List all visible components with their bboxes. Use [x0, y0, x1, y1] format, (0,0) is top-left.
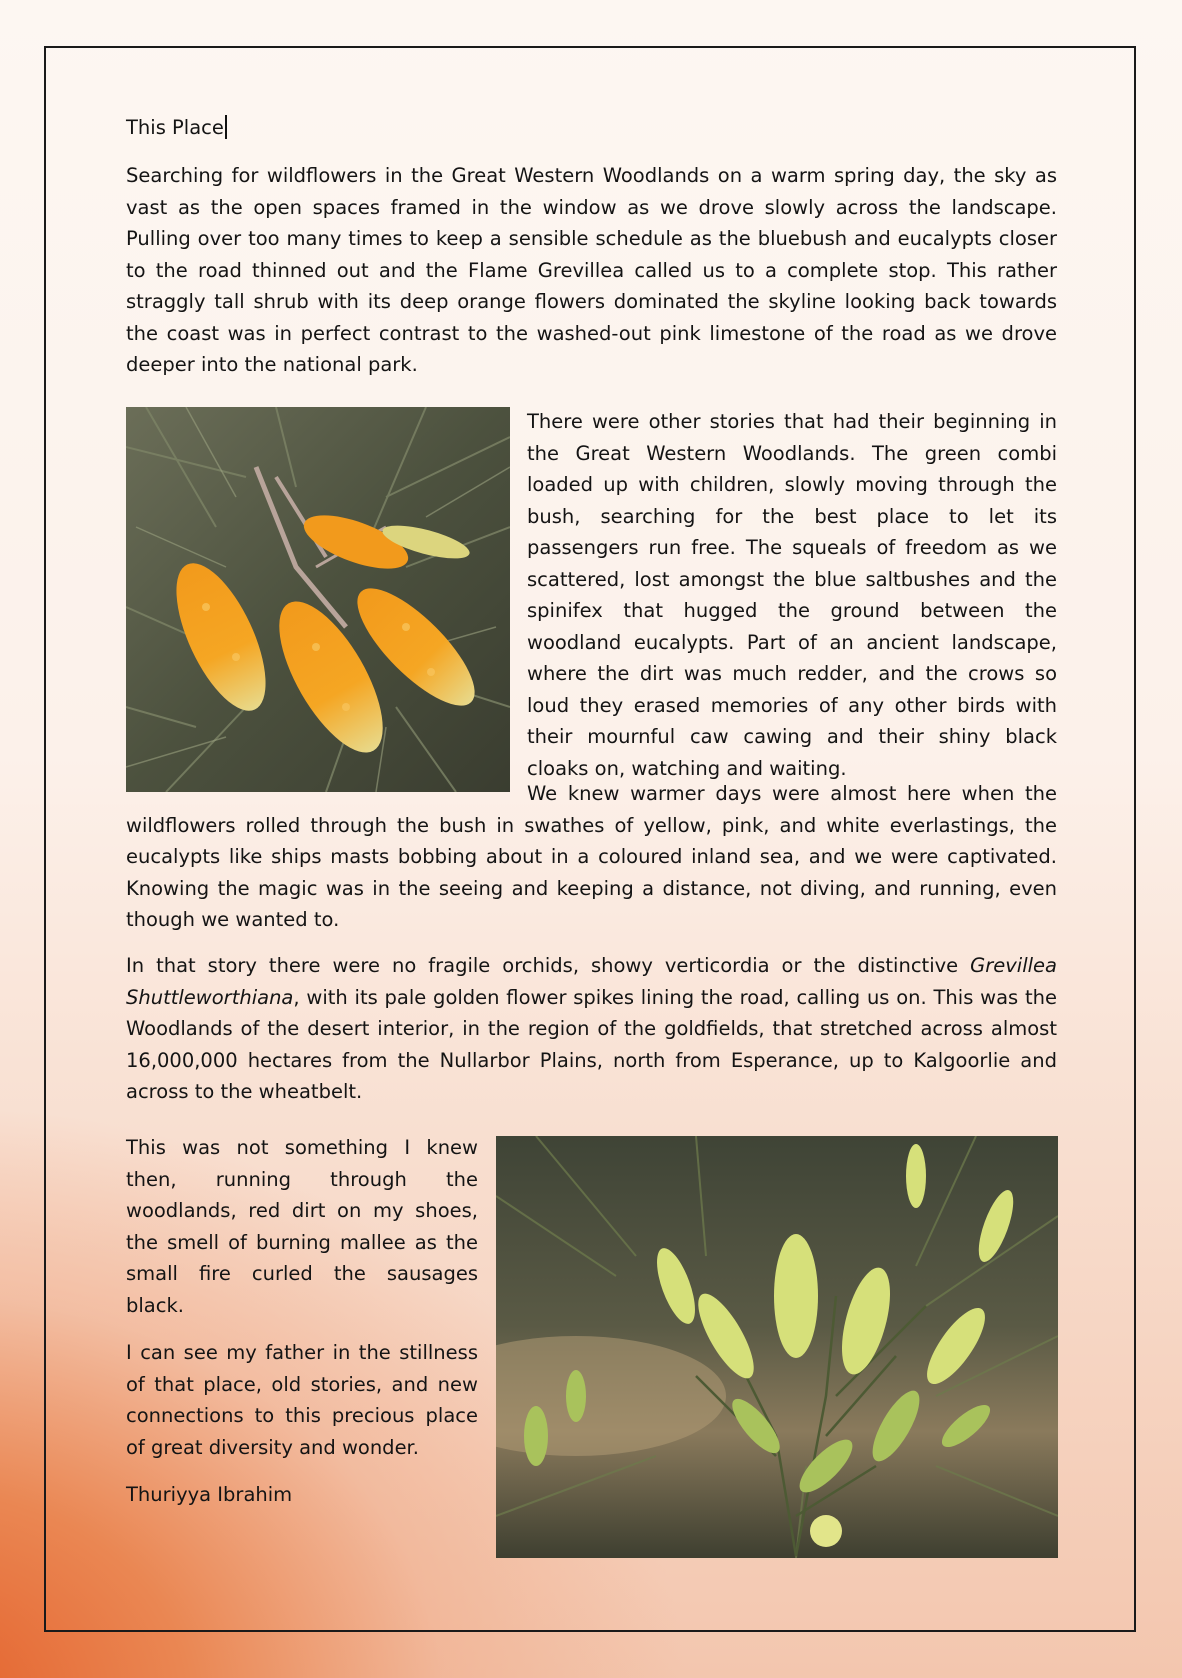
- paragraph-1: Searching for wildflowers in the Great Western Woodlands on a warm spring day, the sky as vast as the open spaces framed in the window as we drove slowly across the landscape. Pulling over too many times to keep a sensible schedule as the bluebush and eucalypts closer to the road thinned out and the Flame Grevillea called us to a complete stop. This rather straggly tall shrub with its deep orange flowers dominated the skyline looking back towards the coast was in perfect contrast to the washed-out pink limestone of the road as we drove deeper into the national park.: [126, 164, 1057, 376]
- paragraph-4: [126, 950, 1057, 1108]
- yellow-grevillea-photo: [496, 1136, 1058, 1558]
- paragraph-6: I can see my father in the stillness of that place, old stories, and new connections to this precious place of great diversity and wonder.: [126, 1341, 478, 1459]
- paragraph-2: There were other stories that had their beginning in the Great Western Woodlands. The green combi loaded up with children, slowly moving through the bush, searching for the best place to let its passengers run free. The squeals of freedom as we scattered, lost amongst the blue saltbushes and the spinifex that hugged the ground between the woodland eucalypts. Part of an ancient landscape, where the dirt was much redder, and the crows so loud they erased memories of any other birds with their mournful caw cawing and their shiny black cloaks on, watching and waiting.: [527, 410, 1057, 780]
- paragraph-4-text-end: , with its pale golden flower spikes lining the road, calling us on. This was the Woodlands of the desert interior, in the region of the goldfields, that stretched across almost 16,000,000 hectares from the Nullarbor Plains, north from Esperance, up to Kalgoorlie and across to the wheatbelt.: [126, 985, 1057, 1103]
- species-name-italic: Grevillea Shuttleworthiana: [126, 954, 1057, 1009]
- author-signature: Thuriyya Ibrahim: [126, 1483, 293, 1506]
- paragraph-5: This was not something I knew then, running through the woodlands, red dirt on my shoes, the smell of burning mallee as the small fire curled the sausages black.: [126, 1136, 478, 1317]
- paragraph-3: We knew warmer days were almost here when the wildflowers rolled through the bush in swathes of yellow, pink, and white everlastings, the eucalypts like ships masts bobbing about in a coloured inland sea, and we were captivated. Knowing the magic was in the seeing and keeping a distance, not diving, and running, even though we wanted to.: [126, 782, 1057, 931]
- document-title[interactable]: This Place: [126, 112, 227, 144]
- left-column: [126, 1132, 478, 1527]
- paragraph-4-text-start: In that story there were no fragile orchids, showy verticordia or the distinctive: [126, 954, 971, 977]
- text-cursor: [225, 115, 227, 139]
- flame-grevillea-photo: [126, 407, 510, 792]
